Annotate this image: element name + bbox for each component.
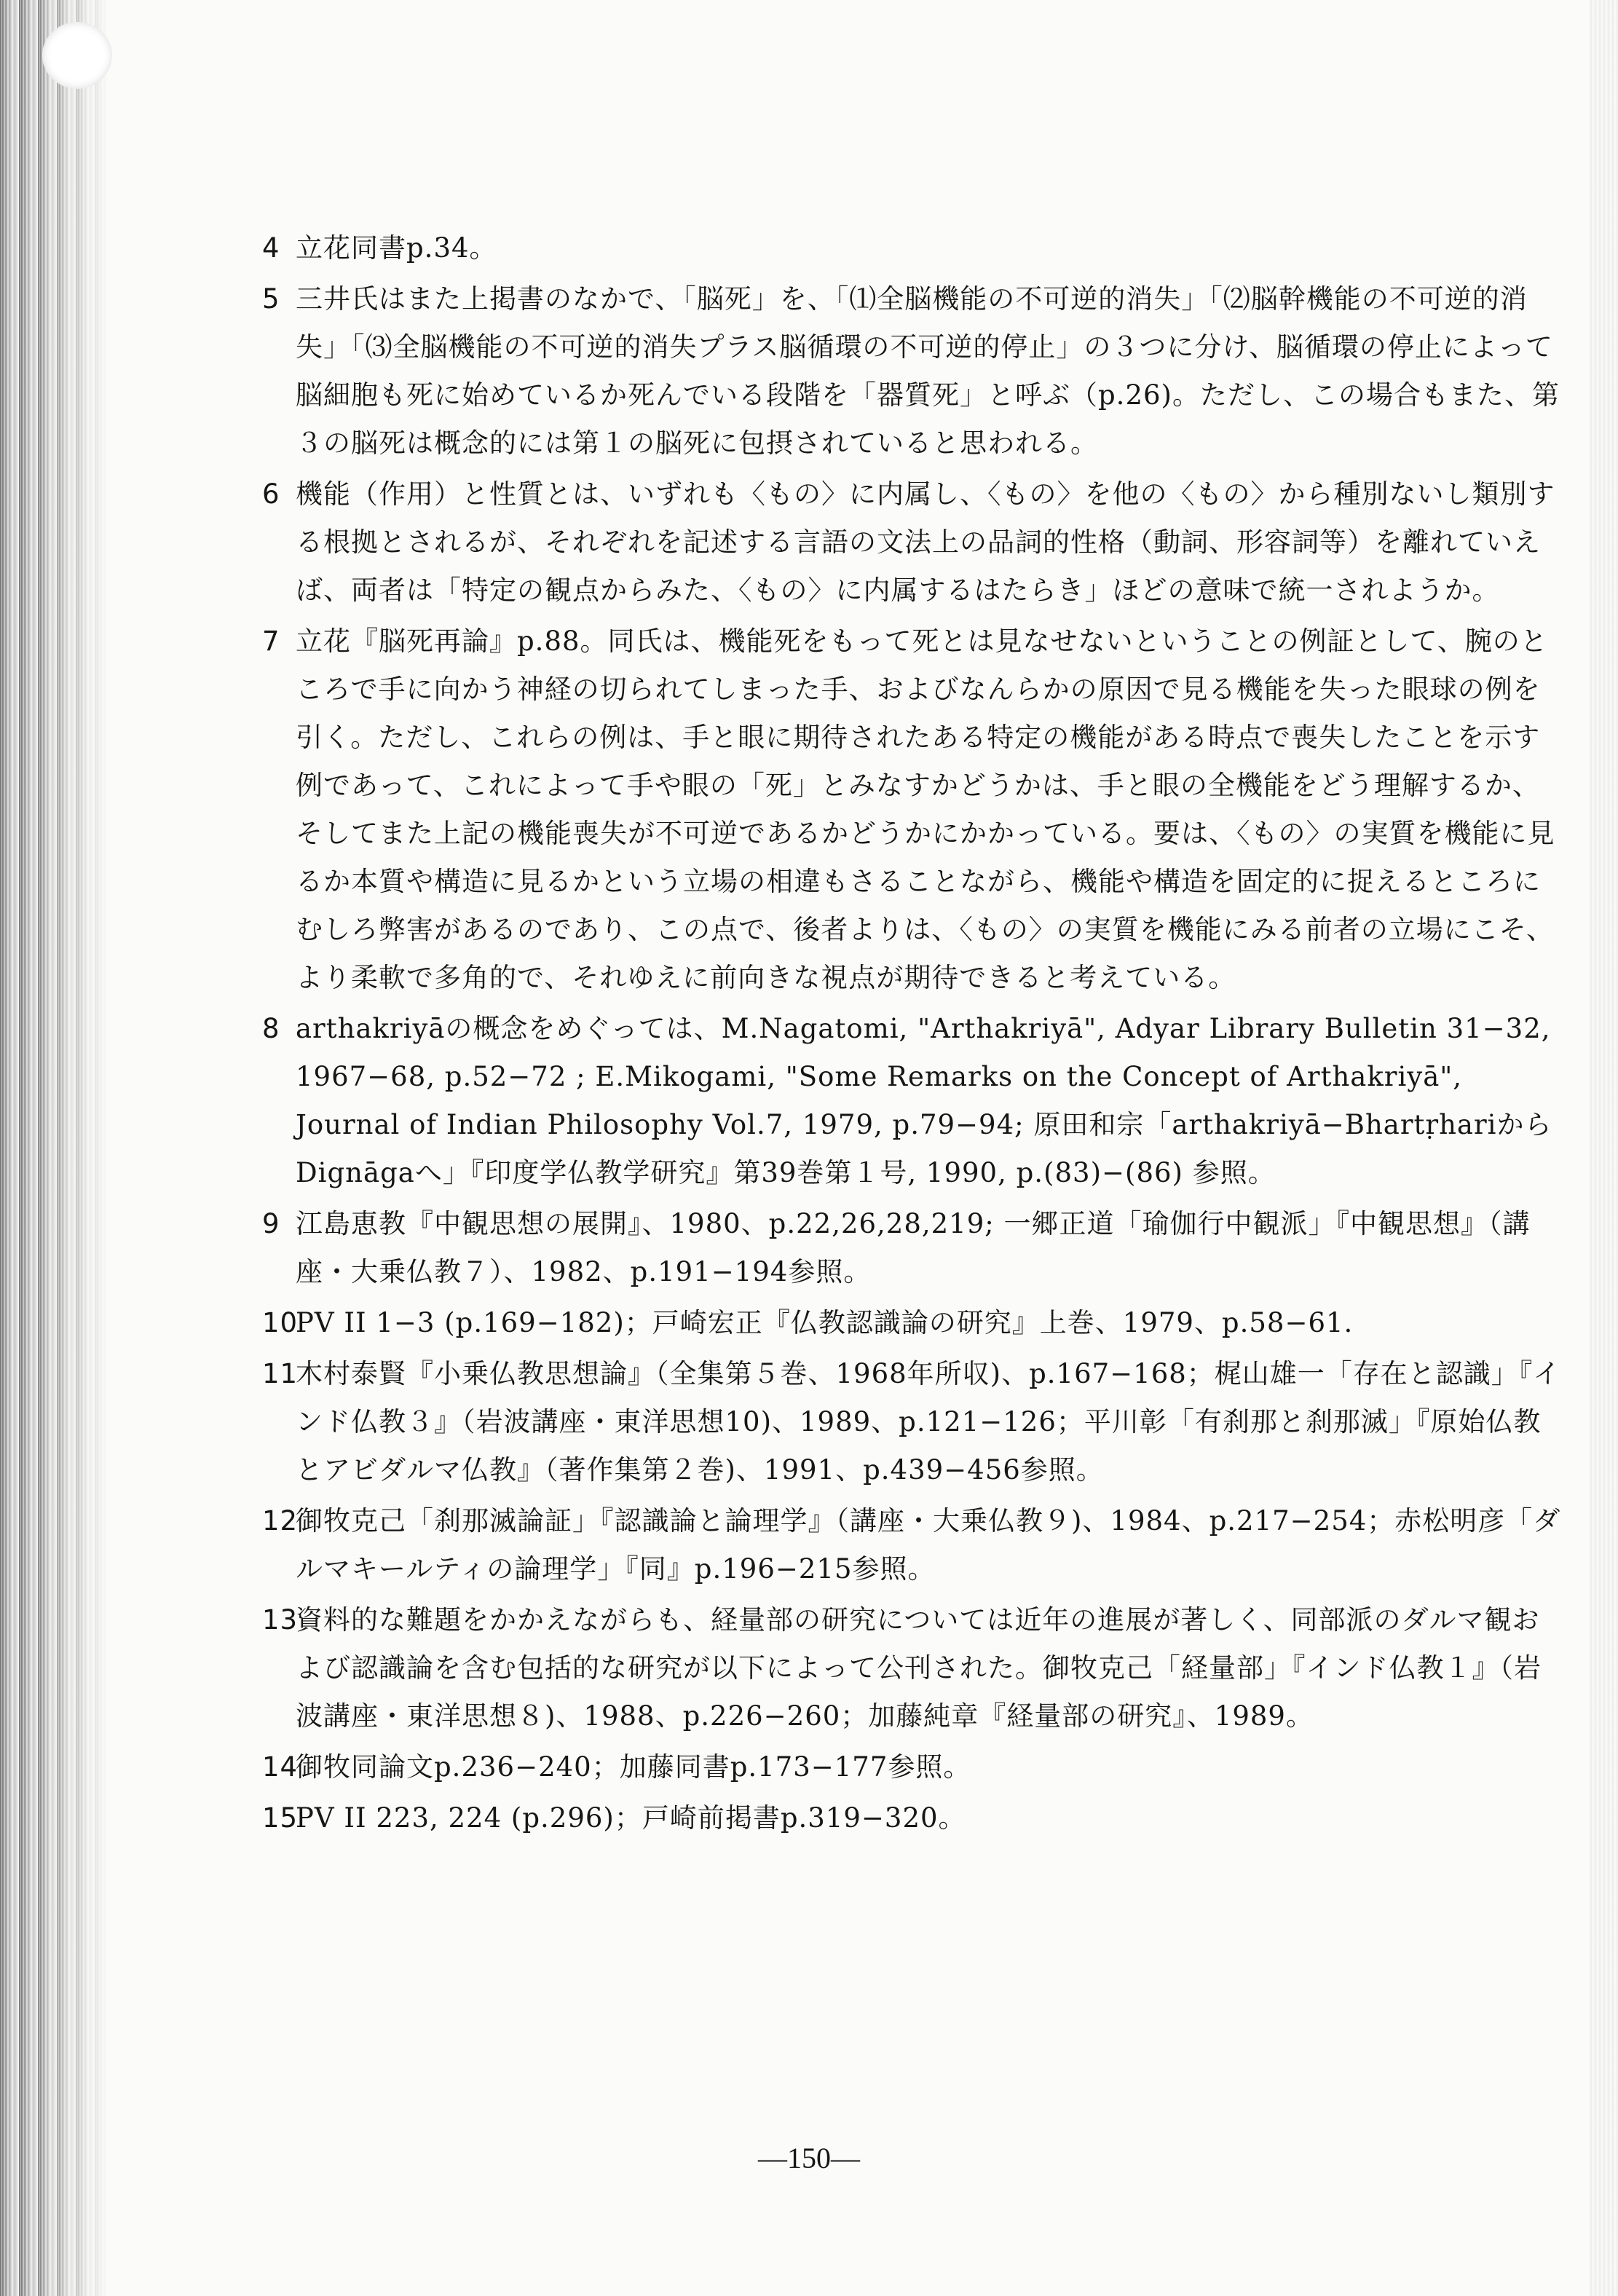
note-number: 11	[262, 1358, 299, 1389]
note-number: 6	[262, 478, 280, 510]
note-text: 木村泰賢『小乗仏教思想論』（全集第５巻、1968年所収)、p.167−168；梶山雄一「存在と認識」『インド仏教３』（岩波講座・東洋思想10)、1989、p.121−126；平川彰「有刹那と刹那滅」『原始仏教とアビダルマ仏教』（著作集第２巻)、1991、p.439−456参照。	[296, 1358, 1561, 1486]
note-6	[262, 470, 1566, 615]
note-text: 立花同書p.34。	[296, 232, 497, 264]
note-5	[262, 275, 1566, 468]
note-text: 三井氏はまた上掲書のなかで、「脳死」を、「⑴全脳機能の不可逆的消失」「⑵脳幹機能の不可逆的消失」「⑶全脳機能の不可逆的消失プラス脳循環の不可逆的停止」の３つに分け、脳循環の停止によって脳細胞も死に始めているか死んでいる段階を「器質死」と呼ぶ（p.26)。ただし、この場合もまた、第３の脳死は概念的には第１の脳死に包摂されていると思われる。	[296, 283, 1560, 459]
note-7	[262, 618, 1566, 1002]
page-number: —150—	[758, 2142, 860, 2174]
note-text: PV II 1−3 (p.169−182)；戸崎宏正『仏教認識論の研究』上巻、1979、p.58−61.	[296, 1307, 1354, 1338]
notes-list	[262, 224, 1566, 1842]
note-number: 10	[262, 1307, 299, 1338]
note-number: 12	[262, 1505, 299, 1536]
note-15	[262, 1794, 1566, 1842]
note-number: 4	[262, 232, 280, 264]
note-number: 8	[262, 1013, 280, 1044]
note-text: 御牧同論文p.236−240；加藤同書p.173−177参照。	[296, 1751, 971, 1783]
note-text: 機能（作用）と性質とは、いずれも〈もの〉に内属し、〈もの〉を他の〈もの〉から種別ないし類別する根拠とされるが、それぞれを記述する言語の文法上の品詞的性格（動詞、形容詞等）を離れていえば、両者は「特定の観点からみた、〈もの〉に内属するはたらき」ほどの意味で統一されようか。	[296, 478, 1555, 606]
note-number: 13	[262, 1604, 299, 1636]
note-number: 9	[262, 1208, 280, 1239]
note-10	[262, 1299, 1566, 1347]
note-text: 資料的な難題をかかえながらも、経量部の研究については近年の進展が著しく、同部派のダルマ観および認識論を含む包括的な研究が以下によって公刊された。御牧克己「経量部」『インド仏教１』（岩波講座・東洋思想８)、1988、p.226−260；加藤純章『経量部の研究』、1989。	[296, 1604, 1542, 1732]
note-number: 5	[262, 283, 280, 315]
note-text: arthakriyāの概念をめぐっては、M.Nagatomi, "Arthakriyā", Adyar Library Bulletin 31−32, 1967−68, p.52−72 ; E.Mikogami, "Some Remarks on the Concept of Arthakriyā", Journal of Indian Philosophy Vol.7, 1979, p.79−94; 原田和宗「arthakriyā−BhartṛhariからDignāgaへ」『印度学仏教学研究』第39巻第１号, 1990, p.(83)−(86) 参照。	[296, 1013, 1552, 1188]
note-11	[262, 1350, 1566, 1494]
note-text: PV II 223, 224 (p.296)；戸崎前掲書p.319−320。	[296, 1802, 966, 1834]
note-9	[262, 1200, 1566, 1296]
scan-edge-left	[0, 0, 109, 2296]
note-text: 立花『脳死再論』p.88。同氏は、機能死をもって死とは見なせないということの例証として、腕のところで手に向かう神経の切られてしまった手、およびなんらかの原因で見る機能を失った眼球の例を引く。ただし、これらの例は、手と眼に期待されたある特定の機能がある時点で喪失したことを示す例であって、これによって手や眼の「死」とみなすかどうかは、手と眼の全機能をどう理解するか、そしてまた上記の機能喪失が不可逆であるかどうかにかかっている。要は、〈もの〉の実質を機能に見るか本質や構造に見るかという立場の相違もさることながら、機能や構造を固定的に捉えるところにむしろ弊害があるのであり、この点で、後者よりは、〈もの〉の実質を機能にみる前者の立場にこそ、より柔軟で多角的で、それゆえに前向きな視点が期待できると考えている。	[296, 626, 1555, 993]
scan-edge-right	[1589, 0, 1618, 2296]
note-4	[262, 224, 1566, 272]
note-text: 御牧克己「刹那滅論証」『認識論と論理学』（講座・大乗仏教９)、1984、p.217−254；赤松明彦「ダルマキールティの論理学」『同』p.196−215参照。	[296, 1505, 1561, 1585]
note-text: 江島恵教『中観思想の展開』、1980、p.22,26,28,219; 一郷正道「瑜伽行中観派」『中観思想』（講座・大乗仏教７）、1982、p.191−194参照。	[296, 1208, 1531, 1287]
note-12	[262, 1497, 1566, 1593]
punch-hole	[42, 22, 112, 89]
note-number: 14	[262, 1751, 299, 1783]
note-number: 15	[262, 1802, 299, 1834]
note-13	[262, 1596, 1566, 1740]
note-14	[262, 1743, 1566, 1791]
note-number: 7	[262, 626, 280, 657]
note-8	[262, 1005, 1566, 1197]
